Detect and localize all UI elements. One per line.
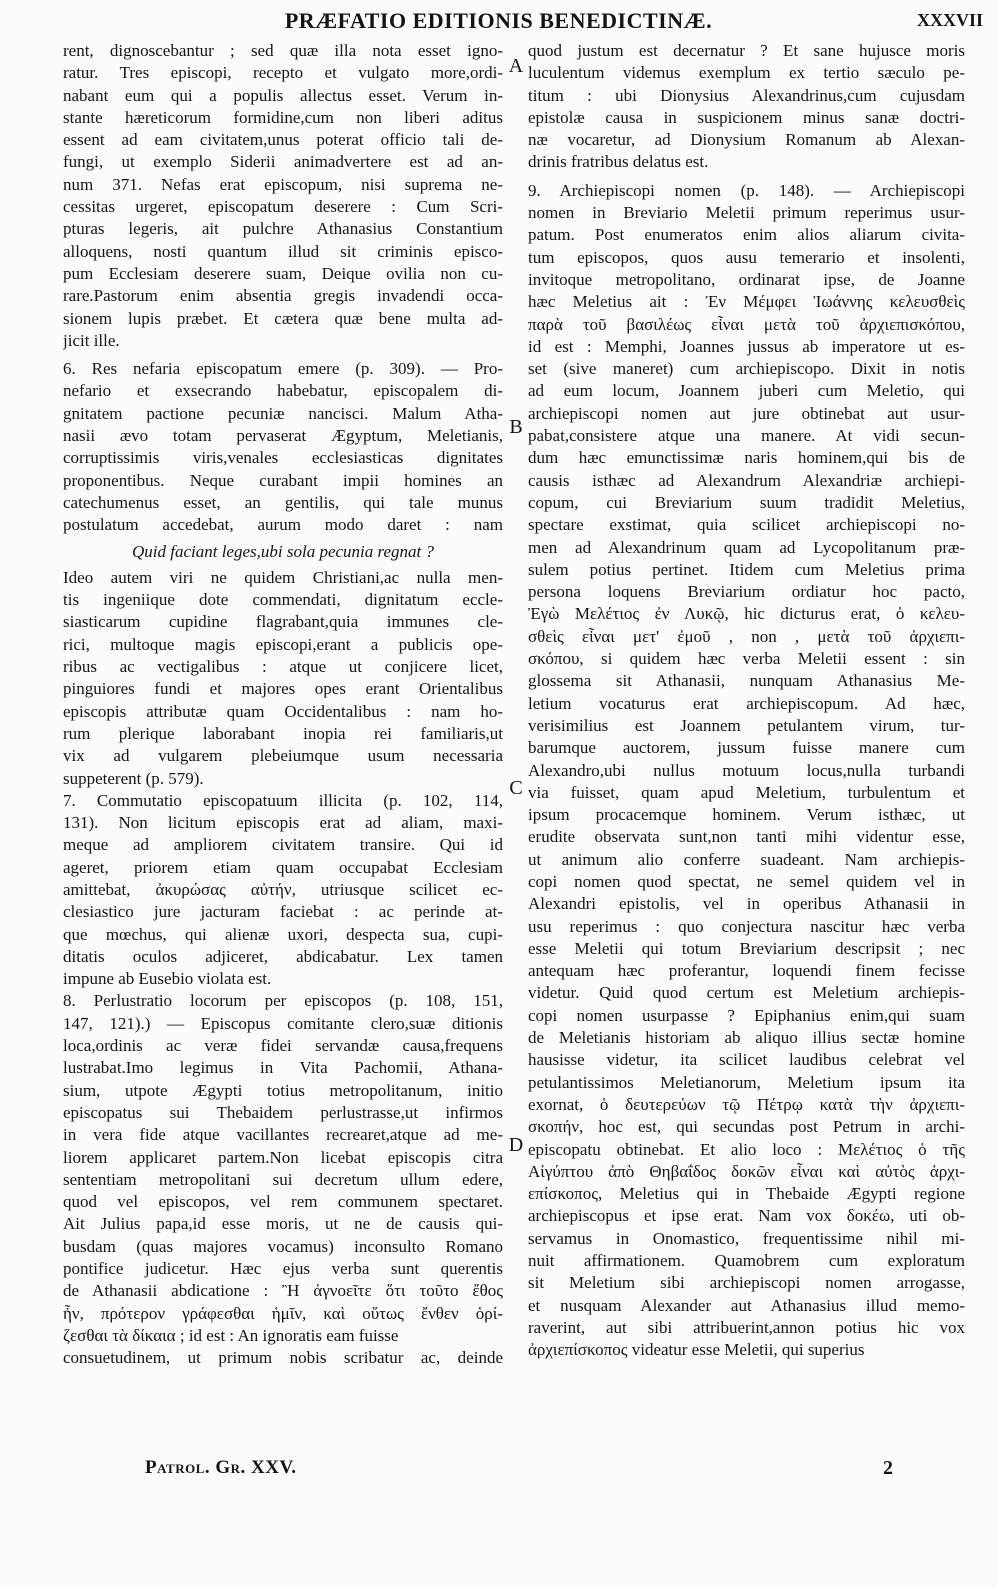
text-line: invitoque metropolitano, ordinarat ipse, de Joanne [528,269,965,289]
text-line: 147, 121).) — Episcopus comitante clero,suæ ditionis [63,1013,503,1033]
text-line: in vera fide atque vacillantes recrearet,atque ad me- [63,1125,503,1145]
text-line: barumque auctorem, jussum fuisse manere cum [528,738,965,758]
text-line: suppeterent (p. 579). [63,768,204,788]
page-number: XXXVII [916,10,983,30]
text-line: men ad Alexandrinum quam ad Lycopolitanum præ- [528,537,965,557]
text-line: busdam (quas majores vocamus) inconsulto Romano [63,1236,503,1256]
text-line: σκόπου, si quidem hæc verba Meletii essent : sin [528,649,965,669]
signature-number: 2 [883,1457,893,1479]
running-title: PRÆFATIO EDITIONIS BENEDICTINÆ. [284,8,713,33]
text-line: verisimilius est Joannem petulantem virum, tur- [528,715,965,735]
left-column [63,40,503,1370]
text-line: servamus in Onomastico, frequentissime nihil mi- [528,1228,965,1248]
margin-marker-d: D [508,1134,524,1156]
text-line: Quid faciant leges,ubi sola pecunia regnat ? [131,541,435,561]
margin-marker-b: B [509,416,523,438]
text-line: liorem applicaret partem.Non licebat episcopis citra [63,1147,503,1167]
text-line: nabant eum qui a populis allectus esset. Verum in- [63,85,503,105]
text-line: id est : Memphi, Joannes jussus ab imperatore ut es- [528,336,965,356]
text-line: ἦν, πρότερον γράφεσθαι ἡμῖν, καὶ οὕτως ἔνθεν ὁρί- [63,1303,503,1323]
text-line: essent ad eam civitatem,unus poterat officio tali de- [63,130,503,150]
text-line: 7. Commutatio episcopatuum illicita (p. 102, 114, [63,790,503,810]
text-line: glossema sit Athanasii, nunquam Athanasius Me- [528,671,965,691]
text-line: antequam hæc proferantur, loquendi finem fecisse [528,961,965,981]
text-line: videtur. Quid quod certum est Meletium archiepis- [528,983,965,1003]
text-line: postulatum accedebat, aurum modo daret : nam [63,515,503,535]
page-footer [0,1457,997,1497]
text-line: ageret, priorem etiam quam occupabat Ecclesiam [63,857,503,877]
text-line: de Meletianis historiam ab aliquo illius sectæ homine [528,1028,965,1048]
text-line: rum plerique laborabant inopia rei familiaris,ut [63,723,503,743]
text-line: 6. Res nefaria episcopatum emere (p. 309). — Pro- [63,359,503,379]
margin-marker-a: A [508,55,524,77]
text-line: hausisse videtur, ita scilicet laudibus celebrat vel [528,1050,965,1070]
text-line: erudite observata sunt,non tanti mihi videntur esse, [528,827,965,847]
text-line: 8. Perlustratio locorum per episcopos (p. 108, 151, [63,991,503,1011]
text-line: set (sive maneret) cum archiepiscopo. Dixit in notis [528,359,965,379]
text-line: archiepiscopus et ipse erat. Nam vox δοκέω, uti ob- [528,1206,965,1226]
text-line: et nusquam Alexander aut Athanasius illud memo- [528,1295,965,1315]
text-line: hæc Meletius ait : Ἐν Μέμφει Ἰωάννης κελευσθεὶς [528,292,965,312]
text-line: lustrabat.Imo legimus in Vita Pachomii, Athana- [63,1058,503,1078]
text-line: sium, utpote Ægypti totius metropolitanum, initio [63,1080,503,1100]
text-line: de Athanasii abdicatione : Ἢ ἀγνοεῖτε ὅτι τοῦτο ἔθος [63,1281,503,1301]
text-line: 9. Archiepiscopi nomen (p. 148). — Archiepiscopi [528,180,965,200]
text-line: sionem lupis præbet. Et cætera quæ bene multa ad- [63,308,503,328]
text-line: copi nomen usurpasse ? Epiphanius enim,qui suam [528,1005,965,1025]
text-line: rici, multoque magis episcopi,erant a publicis ope- [63,634,503,654]
text-line: ad eum locum, Joannem juberi cum Meletio, qui [528,381,965,401]
text-line: proponentibus. Neque curabant impii homines an [63,470,503,490]
text-line: Ἐγὼ Μελέτιος ἐν Λυκῷ, hic dicturus erat, ὁ κελευ- [528,604,965,624]
text-line: nefario et exsecrando habebatur, episcopalem di- [63,381,503,401]
text-line: catechumenus esset, an gentilis, qui tale munus [63,492,503,512]
text-line: persona loquens Breviarium ordiatur hoc pacto, [528,582,965,602]
text-line: nasii ævo totam pervaserat Ægyptum, Meletianis, [63,426,503,446]
text-line: episcopatus sui Thebaidem perlustrasse,ut infirmos [63,1102,503,1122]
text-line: παρὰ τοῦ βασιλέως εἶναι μετὰ τοῦ ἀρχιεπισκόπου, [528,314,965,334]
text-line: ribus ac vectigalibus : atque ut conjicere licet, [63,657,503,677]
text-line: sit Meletium sibi archiepiscopi nomen arrogasse, [528,1273,965,1293]
text-line: nomen in Breviario Meletii primum reperimus usur- [528,203,965,223]
text-line: jicit ille. [63,330,120,350]
text-line: episcopis attributæ quam Occidentalibus : nam ho- [63,701,503,721]
text-line: tum episcopos, quos ausu temerario et insolenti, [528,247,965,267]
text-line: consuetudinem, ut primum nobis scribatur ac, deinde [63,1348,503,1368]
text-line: exornat, ὁ δευτερεύων τῷ Πέτρῳ κατὰ τὴν ἀρχιεπι- [528,1094,965,1114]
text-line: episcopatu obtinebat. Et alio loco : Μελέτιος ὁ τῆς [528,1139,965,1159]
text-line: alloquens, nosti quantum illud sit criminis episco- [63,241,503,261]
text-line: pinguiores fundi et majores opes erant Orientalibus [63,679,503,699]
text-line: siasticarum cupidine flagrabant,quia immunes cle- [63,612,503,632]
text-line: drinis fratribus delatus est. [528,152,709,172]
margin-markers [504,0,528,1587]
text-line: copi nomen quod spectat, ne semel quidem vel in [528,871,965,891]
text-line: raverint, aut sibi attribuerint,annon potius hic vox [528,1317,965,1337]
text-line: pontifice judicetur. Hæc ejus verba sunt querentis [63,1259,503,1279]
text-line: loca,ordinis ac veræ fidei servandæ causa,frequens [63,1036,503,1056]
text-line: impune ab Eusebio violata est. [63,969,272,989]
text-line: επίσκοπος, Meletius qui in Thebaide Ægypti regione [528,1184,965,1204]
text-line: archiepiscopi nomen aut jure obtinebat aut usur- [528,403,965,423]
text-line: via fuisset, quam apud Meletium, turbulentum et [528,782,965,802]
text-line: que mœchus, qui alienæ uxori, despecta sua, cupi- [63,924,503,944]
text-line: næ vocaretur, ad Dionysium Romanum ab Alexan- [528,130,965,150]
text-line: ut animum alio conferre suadeant. Nam archiepis- [528,849,965,869]
text-line: amittebat, ἀκυρώσας αὐτήν, utriusque scilicet ec- [63,879,503,899]
text-line: titum : ubi Dionysius Alexandrinus,cum cujusdam [528,85,965,105]
right-column [528,40,965,1362]
text-line: vix ad vulgarem plebeiumque usum necessaria [63,746,503,766]
text-line: causis isthæc ad Alexandrum Alexandriæ archiepi- [528,470,965,490]
text-line: copum, cui Breviarium suum tradidit Meletius, [528,492,965,512]
text-line: Ait Julius papa,id esse moris, ut ne de causis qui- [63,1214,503,1234]
text-line: 131). Non licitum episcopis erat ad aliam, maxi- [63,813,503,833]
text-line: patum. Post enumeratos enim alios aliarum civita- [528,225,965,245]
text-line: ipsum procacemque hominem. Verum isthæc, ut [528,805,965,825]
text-line: num 371. Nefas erat episcopum, nisi suprema ne- [63,174,503,194]
text-line: clesiastico jure jacturam faciebat : ac perinde at- [63,902,503,922]
text-line: Ideo autem viri ne quidem Christiani,ac nulla men- [63,567,503,587]
text-line: epistolæ causa in suspicionem minus sanæ doctri- [528,107,965,127]
text-line: σθεὶς εἶναι μετ' ἐμοῦ , non , μετὰ τοῦ ἀρχιεπι- [528,626,965,646]
text-line: corruptissimis viris,venales ecclesiasticas dignitates [63,448,503,468]
text-line: fungi, ut exemplo Siderii animadvertere est ad an- [63,152,503,172]
text-line: ζεσθαι τὰ δίκαια ; id est : An ignoratis eam fuisse [63,1325,399,1345]
text-line: spectare exstimat, quia scilicet archiepiscopi no- [528,515,965,535]
text-line: sulem potius pertinet. Itidem cum Meletius prima [528,559,965,579]
text-line: pturas legeris, ait pulchre Athanasius Constantium [63,219,503,239]
text-line: Alexandro,ubi nullus motuum locus,nulla turbandi [528,760,965,780]
text-line: rent, dignoscebantur ; sed quæ illa nota esset igno- [63,41,503,60]
text-line: meque ad ampliorem civitatem transire. Qui id [63,835,503,855]
text-line: tis ingeniique dote commendati, dignitatum eccle- [63,590,503,610]
text-line: ditatis oculos adjiceret, abdicabatur. Lex tamen [63,946,503,966]
text-line: Alexandri epistolis, vel in operibus Athanasii in [528,894,965,914]
signature-mark: Patrol. Gr. XXV. [145,1457,297,1478]
text-line: luculentum videmus exemplum ex tertio sæculo pe- [528,63,965,83]
text-line: pabat,consistere atque una manere. At vidi secun- [528,426,965,446]
text-line: esse Meletii qui totum Breviarium descripsit ; nec [528,938,965,958]
text-line: sententiam metropolitani sui decretum ullum edere, [63,1169,503,1189]
text-line: gnitatem pactione pecuniæ nancisci. Malum Atha- [63,403,503,423]
text-line: letium vocaturus erat archiepiscopum. Ad hæc, [528,693,965,713]
text-line: pum Ecclesiam deserere suam, Deique ovilia non cu- [63,263,503,283]
text-line: rare.Pastorum enim absentia gregis invadendi occa- [63,286,503,306]
text-line: ἀρχιεπίσκοπος videatur esse Meletii, qui superius [528,1340,865,1360]
text-line: quod justum est decernatur ? Et sane hujusce moris [528,41,965,60]
text-line: petulantissimos Meletianorum, Meletium ipsum ita [528,1072,965,1092]
text-line: nuit affirmationem. Quamobrem cum exploratum [528,1251,965,1271]
text-line: dum hæc emunctissimæ naris hominem,qui bis de [528,448,965,468]
text-line: quod vel episcopos, vel rem communem spectaret. [63,1192,503,1212]
text-line: Αἰγύπτου ἀπὸ Θηβαΐδος δοκῶν εἶναι καὶ αὐτὸς ἀρχι- [528,1161,965,1181]
margin-marker-c: C [509,777,523,799]
text-line: stante hæreticorum formidine,cum non liberi aditus [63,107,503,127]
text-line: σκοπήν, hoc est, qui secundas post Petrum in archi- [528,1117,965,1137]
text-line: usu reperimus : quo conjectura nascitur hæc verba [528,916,965,936]
text-line: ratur. Tres episcopi, recepto et vulgato more,ordi- [63,63,503,83]
text-line: cessitas urgeret, episcopatum deserere : Cum Scri- [63,197,503,217]
